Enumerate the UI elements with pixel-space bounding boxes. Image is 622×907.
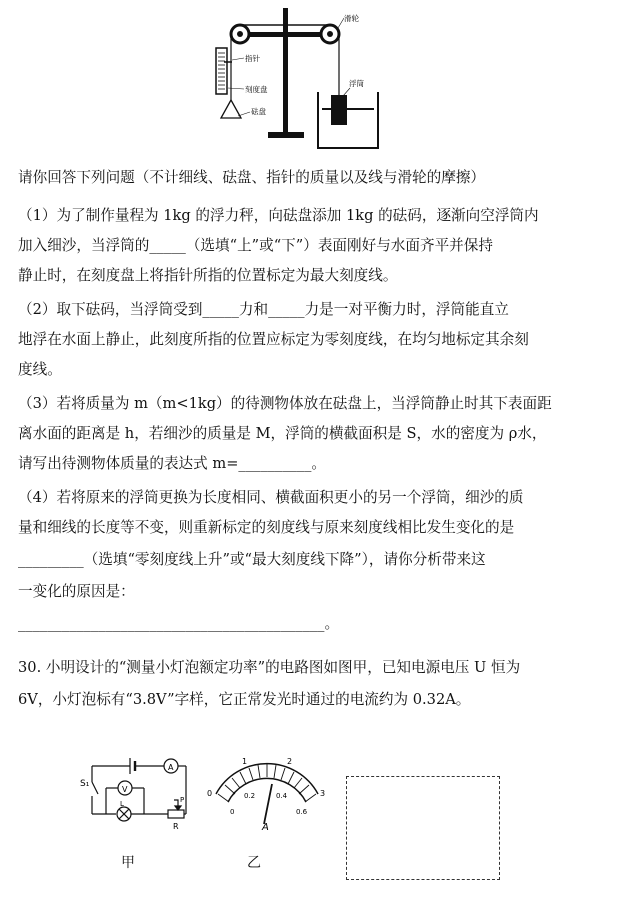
stand-base <box>268 132 304 138</box>
drawing-answer-box <box>346 776 500 880</box>
scale-label: 刻度盘 <box>245 85 268 94</box>
water-surface <box>322 108 374 110</box>
pulley-label: 滑轮 <box>344 14 359 23</box>
outer-tick-label: 1 <box>242 757 248 766</box>
ammeter-label: A <box>168 763 174 772</box>
figure-caption-jia: 甲 <box>121 855 135 871</box>
switch-label: S₁ <box>80 779 90 789</box>
q30-line-2: 6V，小灯泡标有“3.8V”字样，它正常发光时通过的电流约为 0.32A。 <box>18 691 471 708</box>
inner-tick-label: 0.4 <box>276 792 288 800</box>
figure-caption-yi: 乙 <box>247 855 261 871</box>
intro-line: 请你回答下列问题（不计细线、砝盘、指针的质量以及线与滑轮的摩擦） <box>18 169 486 186</box>
outer-tick-label: 3 <box>320 789 326 798</box>
q2-line-2: 地浮在水面上静止，此刻度所指的位置应标定为零刻度线，在均匀地标定其余刻 <box>18 331 529 348</box>
meter-symbol: A <box>262 822 269 832</box>
q30-line-1: 30. 小明设计的“测量小灯泡额定功率”的电路图如图甲，已知电源电压 U 恒为 <box>18 659 521 676</box>
q3-line-1: （3）若将质量为 m（m<1kg）的待测物体放在砝盘上，当浮筒静止时其下表面距 <box>18 395 552 412</box>
q4-line-4: 一变化的原因是： <box>18 583 135 600</box>
needle <box>264 784 272 824</box>
slider-label: P <box>180 796 185 804</box>
q4-line-2: 量和细线的长度等不变，则重新标定的刻度线与原来刻度线相比发生变化的是 <box>18 519 515 536</box>
ammeter-dial <box>202 752 332 832</box>
outer-tick-label: 2 <box>287 757 293 766</box>
outer-tick-label: 0 <box>207 789 213 798</box>
weight-pan <box>221 100 241 118</box>
circuit-diagram <box>78 750 198 834</box>
q2-line-3: 度线。 <box>18 361 62 378</box>
scale-plate <box>216 48 227 94</box>
lamp-label: L <box>120 800 124 808</box>
rheostat-symbol <box>168 810 184 818</box>
pan-label: 砝盘 <box>251 107 266 116</box>
voltmeter-label: V <box>122 785 128 794</box>
inner-tick-label: 0 <box>230 808 235 816</box>
q1-line-2: 加入细沙，当浮筒的_____（选填“上”或“下”）表面刚好与水面齐平并保持 <box>18 237 493 254</box>
q2-line-1: （2）取下砝码，当浮筒受到_____力和_____力是一对平衡力时，浮筒能直立 <box>18 301 509 318</box>
float-cylinder <box>331 95 347 125</box>
beaker <box>318 92 378 148</box>
switch-blade <box>92 782 98 794</box>
stand-post <box>283 8 288 136</box>
float-label: 浮筒 <box>349 79 364 88</box>
q3-line-3: 请写出待测物体质量的表达式 m=__________。 <box>18 455 326 472</box>
q4-answer-blank: __________________________________________。 <box>18 615 340 632</box>
inner-tick-label: 0.2 <box>244 792 256 800</box>
inner-tick-label: 0.6 <box>296 808 308 816</box>
rheostat-label: R <box>173 822 179 831</box>
buoyancy-scale-figure <box>210 0 390 162</box>
pointer-label: 指针 <box>245 54 260 63</box>
q4-line-1: （4）若将原来的浮筒更换为长度相同、横截面积更小的另一个浮筒，细沙的质 <box>18 489 524 506</box>
q1-line-3: 静止时，在刻度盘上将指针所指的位置标定为最大刻度线。 <box>18 267 398 284</box>
q4-line-3: _________（选填“零刻度线上升”或“最大刻度线下降”），请你分析带来这 <box>18 551 486 568</box>
q1-line-1: （1）为了制作量程为 1kg 的浮力秤，向砝盘添加 1kg 的砝码，逐渐向空浮筒内 <box>18 207 539 224</box>
q3-line-2: 离水面的距离是 h，若细沙的质量是 M，浮筒的横截面积是 S，水的密度为 ρ水， <box>18 425 547 442</box>
